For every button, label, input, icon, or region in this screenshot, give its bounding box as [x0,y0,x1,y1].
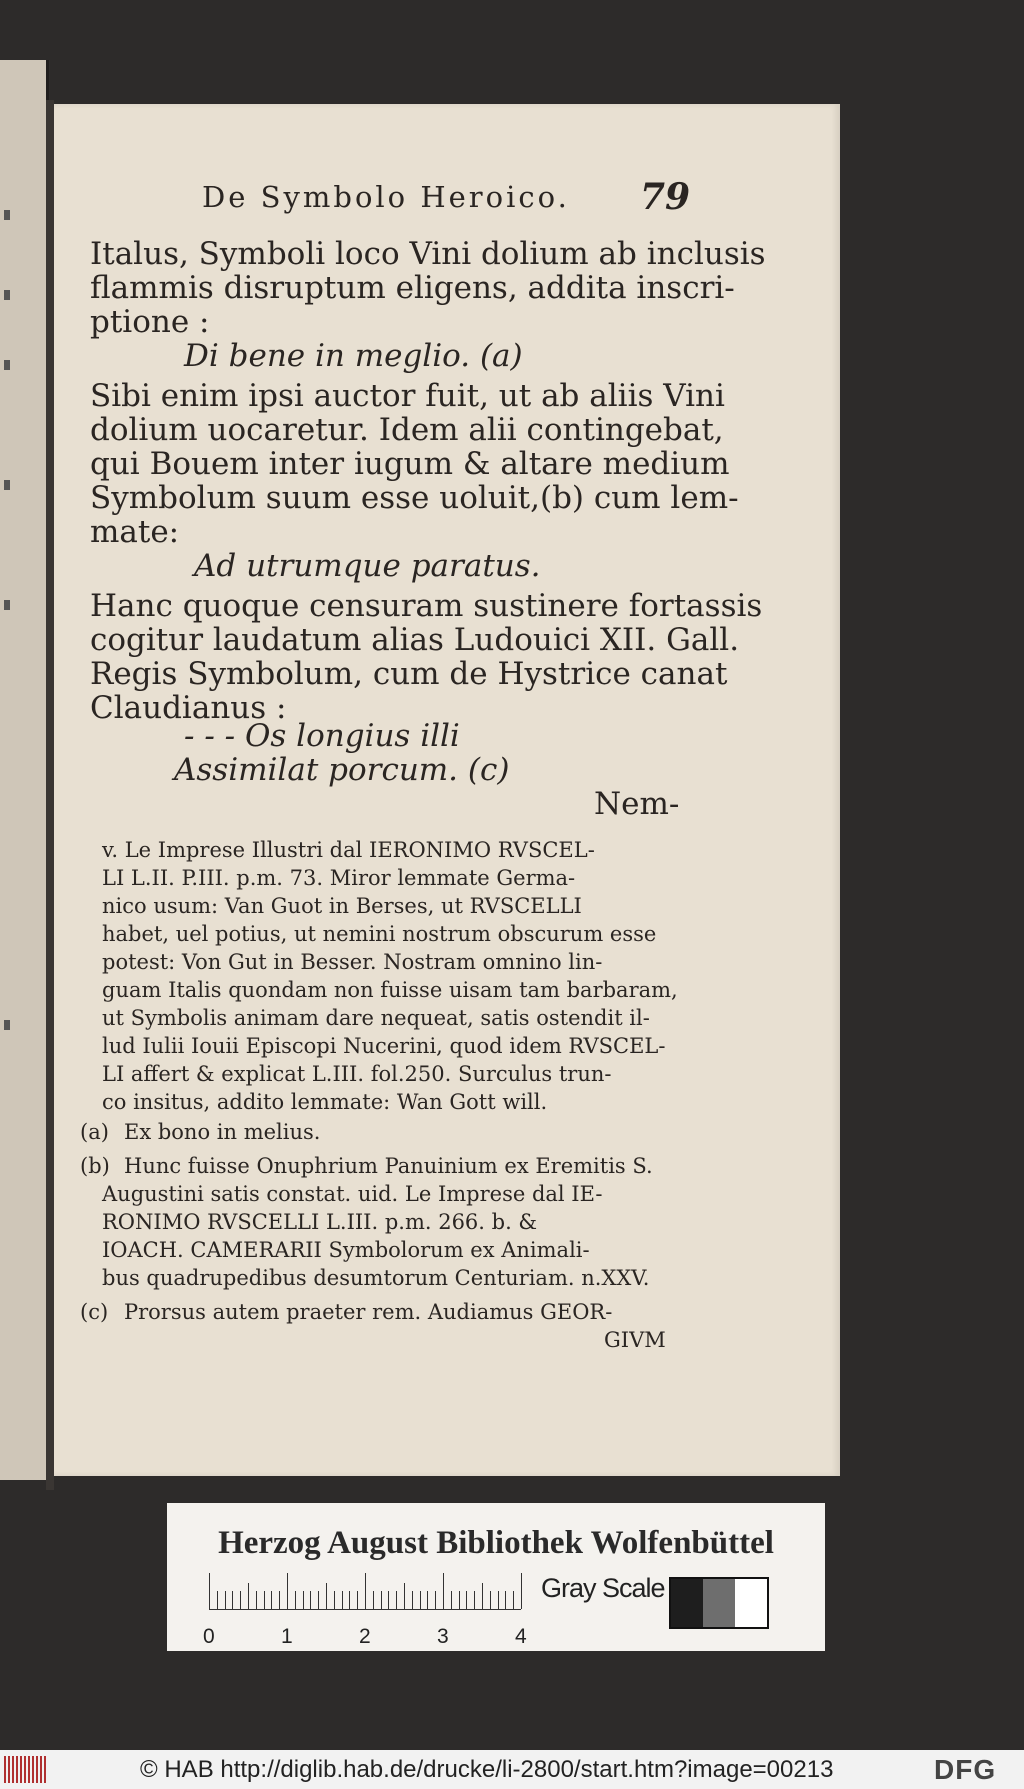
scale-tick [334,1591,335,1609]
scale-tick [232,1591,233,1609]
scale-number: 4 [515,1625,527,1648]
scale-tick [474,1591,475,1609]
body-line: Sibi enim ipsi auctor fuit, ut ab aliis Vini [90,378,725,414]
scale-tick [435,1591,436,1609]
footnote-line: Hunc fuisse Onuphrium Panuinium ex Eremitis S. [124,1154,653,1178]
scale-tick [381,1591,382,1609]
scale-tick [256,1591,257,1609]
scale-tick [287,1573,288,1609]
facing-page-edge [0,60,49,1480]
footnote-line: GIVM [604,1328,666,1352]
scale-tick [412,1591,413,1609]
scale-tick [505,1591,506,1609]
note-line: co insitus, addito lemmate: Wan Gott will. [102,1090,548,1114]
note-line: guam Italis quondam non fuisse uisam tam barbaram, [102,978,678,1002]
footnote-label: (a) [80,1120,109,1144]
body-line: Claudianus : [90,690,287,726]
calibration-card [167,1503,825,1651]
footnote-line: Ex bono in melius. [124,1120,321,1144]
running-header: De Symbolo Heroico. [202,180,570,214]
scale-tick [396,1591,397,1609]
footer-bar [0,1750,1024,1789]
scale-tick [451,1591,452,1609]
note-line: v. Le Imprese Illustri dal IERONIMO RVSCEL- [102,838,595,862]
body-line: mate: [90,514,180,550]
footnote-label: (b) [80,1154,110,1178]
scale-tick [498,1591,499,1609]
scale-number: 0 [203,1625,215,1648]
body-line: Italus, Symboli loco Vini dolium ab inclusis [90,236,766,272]
catchword: Nem- [594,786,680,822]
scale-tick [310,1591,311,1609]
scale-tick [404,1583,405,1609]
body-line: dolium uocaretur. Idem alii contingebat, [90,412,724,448]
motto: Ad utrumque paratus. [194,548,541,584]
scale-tick [264,1591,265,1609]
footnote-line: Augustini satis constat. uid. Le Imprese dal IE- [102,1182,603,1206]
scale-tick [373,1591,374,1609]
scale-tick [357,1591,358,1609]
scale-tick [225,1591,226,1609]
footnote-line: IOACH. CAMERARII Symbolorum ex Animali- [102,1238,590,1262]
scale-tick [209,1573,210,1609]
scale-tick [279,1591,280,1609]
scale-tick [459,1591,460,1609]
scale-tick [521,1573,522,1609]
scale-tick [240,1591,241,1609]
scale-tick [349,1591,350,1609]
scale-tick [443,1573,444,1609]
motto: Assimilat porcum. (c) [174,752,510,788]
barcode-icon [4,1756,46,1783]
scale-tick [271,1591,272,1609]
gray-swatches [669,1577,769,1629]
body-line: ptione : [90,304,210,340]
scale-tick [326,1583,327,1609]
footnote-line: bus quadrupedibus desumtorum Centuriam. n.XXV. [102,1266,650,1290]
note-line: habet, uel potius, ut nemini nostrum obscurum esse [102,922,657,946]
note-line: LI L.II. P.III. p.m. 73. Miror lemmate Germa- [102,866,576,890]
swatch-light [735,1579,767,1627]
book-spine [46,100,54,1490]
note-line: nico usum: Van Guot in Berses, ut RVSCELLI [102,894,582,918]
scale-number: 3 [437,1625,449,1648]
swatch-mid [703,1579,735,1627]
scale-ruler [209,1573,521,1610]
scale-tick [466,1591,467,1609]
note-line: lud Iulii Iouii Episcopi Nucerini, quod idem RVSCEL- [102,1034,666,1058]
note-line: potest: Von Gut in Besser. Nostram omnino lin- [102,950,603,974]
dfg-logo: DFG [934,1754,997,1785]
library-title: Herzog August Bibliothek Wolfenbüttel [218,1525,774,1561]
scale-tick [427,1591,428,1609]
scale-number: 1 [281,1625,293,1648]
scale-tick [318,1591,319,1609]
scale-tick [513,1591,514,1609]
body-line: cogitur laudatum alias Ludouici XII. Gall. [90,622,740,658]
scale-tick [482,1583,483,1609]
credit-link[interactable]: © HAB http://diglib.hab.de/drucke/li-2800/start.htm?image=00213 [140,1756,834,1783]
scale-tick [217,1591,218,1609]
scale-tick [295,1591,296,1609]
book-page [54,104,840,1476]
scale-number: 2 [359,1625,371,1648]
motto: - - - Os longius illi [184,718,460,754]
motto: Di bene in meglio. (a) [184,338,523,374]
body-line: Hanc quoque censuram sustinere fortassis [90,588,763,624]
footnote-line: RONIMO RVSCELLI L.III. p.m. 266. b. & [102,1210,538,1234]
body-line: flammis disruptum eligens, addita inscri- [90,270,735,306]
body-line: Regis Symbolum, cum de Hystrice canat [90,656,728,692]
scale-tick [303,1591,304,1609]
note-line: LI affert & explicat L.III. fol.250. Surculus trun- [102,1062,612,1086]
page-number: 79 [640,176,691,218]
swatch-dark [671,1579,703,1627]
scale-tick [490,1591,491,1609]
scale-tick [248,1583,249,1609]
gray-scale-label: Gray Scale [541,1573,665,1603]
scale-tick [365,1573,366,1609]
scale-tick [342,1591,343,1609]
body-line: Symbolum suum esse uoluit,(b) cum lem- [90,480,739,516]
footnote-line: Prorsus autem praeter rem. Audiamus GEOR- [124,1300,613,1324]
body-line: qui Bouem inter iugum & altare medium [90,446,730,482]
note-line: ut Symbolis animam dare nequeat, satis ostendit il- [102,1006,650,1030]
footnote-label: (c) [80,1300,109,1324]
scale-tick [420,1591,421,1609]
scale-tick [388,1591,389,1609]
